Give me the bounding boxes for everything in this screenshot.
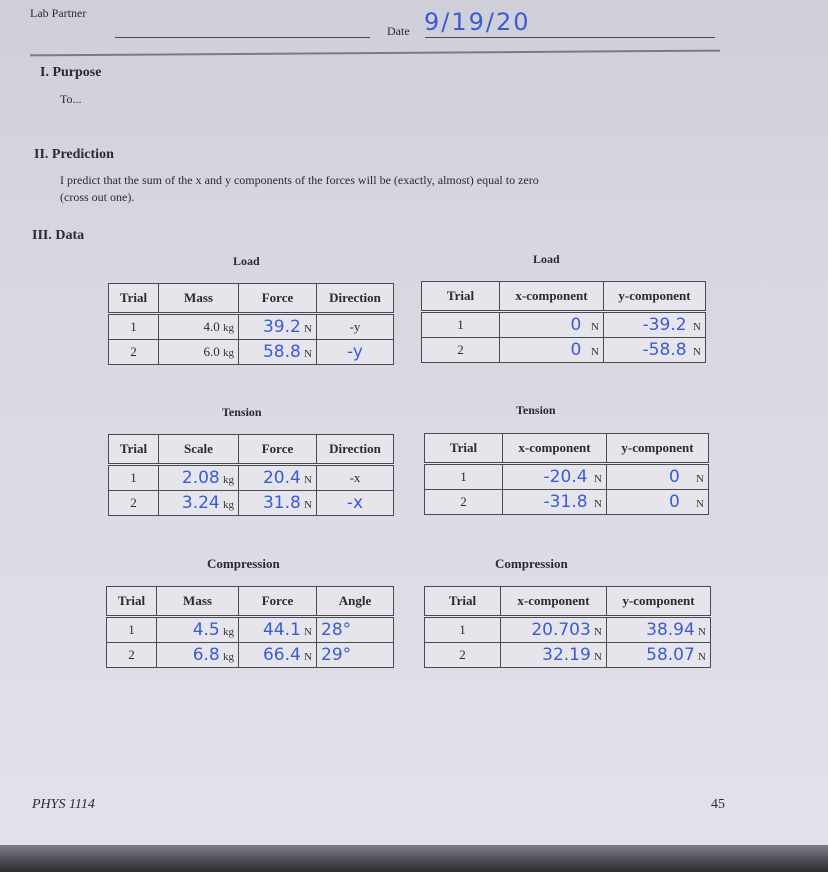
tension-right-title: Tension	[516, 403, 556, 417]
trial-cell: 1	[109, 465, 159, 491]
mass-value: 4.5	[192, 620, 220, 640]
tension-left-title: Tension	[222, 405, 262, 419]
prediction-line-2: (cross out one).	[60, 190, 135, 204]
trial-cell: 2	[109, 340, 159, 365]
force-value: 66.4	[262, 645, 301, 665]
y-cell	[604, 338, 706, 363]
unit: N	[304, 651, 312, 663]
trial-cell: 2	[425, 490, 503, 515]
unit: N	[304, 323, 312, 335]
direction-value: -x	[346, 493, 364, 513]
col-trial: Trial	[109, 284, 159, 314]
col-mass: Mass	[157, 587, 239, 617]
angle-cell	[317, 643, 394, 668]
unit: N	[696, 473, 704, 485]
col-x-component: x-component	[503, 434, 607, 464]
mass-cell	[159, 314, 239, 340]
unit: N	[304, 348, 312, 360]
course-label: PHYS 1114	[32, 797, 95, 812]
mass-value: 6.0	[203, 344, 220, 359]
compression-left-title: Compression	[207, 556, 280, 571]
x-value: 20.703	[531, 620, 591, 640]
col-x-component: x-component	[501, 587, 607, 617]
scale-cell	[159, 491, 239, 516]
x-value: 0	[570, 340, 582, 360]
unit: N	[594, 651, 602, 663]
y-cell	[607, 643, 711, 668]
y-value: 0	[668, 492, 680, 512]
date-label: Date	[387, 24, 410, 38]
table-row	[425, 464, 709, 490]
force-cell	[239, 314, 317, 340]
scale-value: 2.08	[181, 468, 220, 488]
angle-cell	[317, 617, 394, 643]
unit: N	[693, 346, 701, 358]
prediction-heading: II. Prediction	[34, 147, 114, 162]
y-cell	[607, 490, 709, 515]
trial-cell: 1	[425, 464, 503, 490]
unit: kg	[223, 651, 234, 663]
unit: N	[304, 499, 312, 511]
col-trial: Trial	[425, 434, 503, 464]
trial-cell: 2	[422, 338, 500, 363]
unit: N	[594, 498, 602, 510]
mass-cell	[157, 643, 239, 668]
load-right-title: Load	[533, 252, 560, 266]
load-left-title: Load	[233, 254, 260, 268]
trial-cell: 2	[109, 491, 159, 516]
unit: N	[698, 651, 706, 663]
date-line	[425, 37, 715, 38]
force-value: 39.2	[262, 317, 301, 337]
force-value: 58.8	[262, 342, 301, 362]
y-cell	[607, 464, 709, 490]
col-direction: Direction	[317, 435, 394, 465]
col-force: Force	[239, 435, 317, 465]
y-value: 38.94	[646, 620, 695, 640]
col-y-component: y-component	[607, 434, 709, 464]
lab-partner-label: Lab Partner	[30, 6, 87, 20]
force-cell	[239, 617, 317, 643]
unit: N	[698, 626, 706, 638]
col-mass: Mass	[159, 284, 239, 314]
unit: kg	[223, 474, 234, 486]
col-trial: Trial	[107, 587, 157, 617]
direction-cell	[317, 340, 394, 365]
y-value: -58.8	[642, 340, 687, 360]
col-trial: Trial	[422, 282, 500, 312]
y-cell	[607, 617, 711, 643]
angle-value: 28°	[321, 620, 352, 640]
unit: N	[591, 321, 599, 333]
force-cell	[239, 491, 317, 516]
x-cell	[500, 338, 604, 363]
tension-scale-table	[108, 434, 394, 516]
compression-mass-table	[106, 586, 394, 668]
table-row	[109, 465, 394, 491]
force-cell	[239, 643, 317, 668]
direction-cell: -x	[317, 465, 394, 491]
y-value: 58.07	[646, 645, 695, 665]
scale-value: 3.24	[181, 493, 220, 513]
col-trial: Trial	[109, 435, 159, 465]
force-cell	[239, 340, 317, 365]
x-value: -31.8	[543, 492, 588, 512]
unit: kg	[223, 322, 234, 334]
table-row	[107, 643, 394, 668]
col-force: Force	[239, 587, 317, 617]
mass-value: 6.8	[192, 645, 220, 665]
trial-cell: 1	[107, 617, 157, 643]
desk-shadow	[0, 845, 828, 872]
unit: N	[304, 626, 312, 638]
y-value: -39.2	[642, 315, 687, 335]
table-row	[425, 490, 709, 515]
x-cell	[501, 617, 607, 643]
mass-value: 4.0	[203, 319, 220, 334]
compression-components-table	[424, 586, 711, 668]
trial-cell: 1	[109, 314, 159, 340]
lab-partner-line	[115, 37, 370, 38]
scale-cell	[159, 465, 239, 491]
load-components-table	[421, 281, 706, 363]
col-y-component: y-component	[607, 587, 711, 617]
unit: N	[594, 626, 602, 638]
unit: N	[304, 474, 312, 486]
force-cell	[239, 465, 317, 491]
data-heading: III. Data	[32, 228, 85, 243]
y-value: 0	[668, 467, 680, 487]
table-row	[422, 312, 706, 338]
purpose-heading: I. Purpose	[40, 65, 102, 80]
col-force: Force	[239, 284, 317, 314]
table-row	[107, 617, 394, 643]
page-number: 45	[711, 797, 725, 812]
x-value: 32.19	[542, 645, 591, 665]
unit: kg	[223, 626, 234, 638]
direction-cell	[317, 491, 394, 516]
x-value: -20.4	[543, 467, 588, 487]
angle-value: 29°	[321, 645, 352, 665]
force-value: 44.1	[262, 620, 301, 640]
trial-cell: 1	[425, 617, 501, 643]
x-cell	[503, 464, 607, 490]
col-direction: Direction	[317, 284, 394, 314]
x-cell	[500, 312, 604, 338]
load-mass-table	[108, 283, 394, 365]
date-value: 9/19/20	[424, 8, 531, 36]
y-cell	[604, 312, 706, 338]
x-cell	[503, 490, 607, 515]
unit: N	[696, 498, 704, 510]
prediction-line-1: I predict that the sum of the x and y components of the forces will be (exactly, almost) equal to zero	[60, 173, 539, 187]
table-row	[109, 340, 394, 365]
compression-right-title: Compression	[495, 556, 568, 571]
col-angle: Angle	[317, 587, 394, 617]
table-row	[425, 617, 711, 643]
unit: kg	[223, 347, 234, 359]
table-row	[109, 314, 394, 340]
unit: kg	[223, 499, 234, 511]
table-row	[422, 338, 706, 363]
tension-components-table	[424, 433, 709, 515]
mass-cell	[157, 617, 239, 643]
direction-cell: -y	[317, 314, 394, 340]
x-value: 0	[570, 315, 582, 335]
trial-cell: 2	[107, 643, 157, 668]
col-scale: Scale	[159, 435, 239, 465]
trial-cell: 1	[422, 312, 500, 338]
force-value: 31.8	[262, 493, 301, 513]
unit: N	[594, 473, 602, 485]
col-trial: Trial	[425, 587, 501, 617]
trial-cell: 2	[425, 643, 501, 668]
col-x-component: x-component	[500, 282, 604, 312]
unit: N	[591, 346, 599, 358]
force-value: 20.4	[262, 468, 301, 488]
header-divider	[30, 50, 720, 57]
purpose-text: To...	[60, 92, 82, 106]
direction-value: -y	[347, 342, 363, 362]
mass-cell	[159, 340, 239, 365]
table-row	[109, 491, 394, 516]
table-row	[425, 643, 711, 668]
unit: N	[693, 321, 701, 333]
x-cell	[501, 643, 607, 668]
col-y-component: y-component	[604, 282, 706, 312]
